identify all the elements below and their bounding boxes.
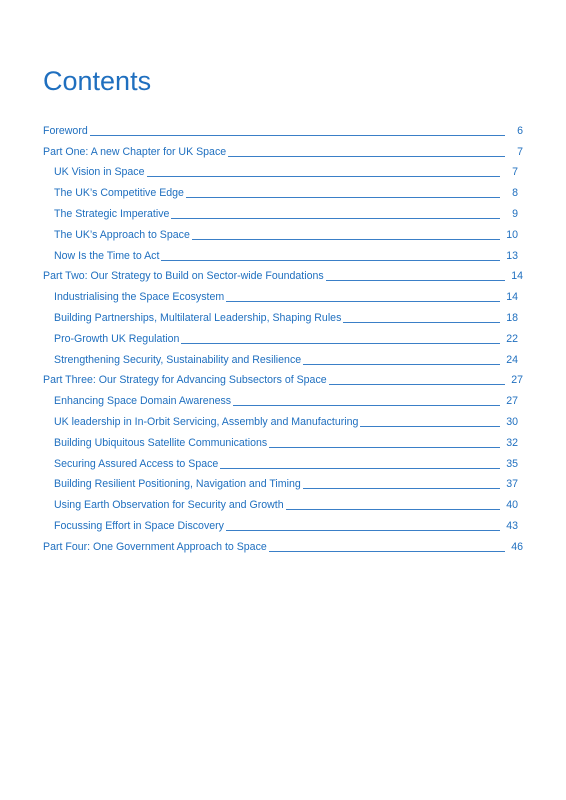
- toc-entry[interactable]: [43, 429, 523, 450]
- toc-entry-page-number: 32: [506, 436, 518, 449]
- toc-entry[interactable]: [43, 325, 523, 346]
- toc-entry[interactable]: [43, 242, 523, 263]
- toc-entry[interactable]: [43, 491, 523, 512]
- toc-entry-page-number: 40: [506, 499, 518, 512]
- toc-entry[interactable]: [43, 200, 523, 221]
- toc-entry-page-number: 9: [512, 207, 518, 220]
- toc-leader-line: [171, 218, 500, 219]
- toc-entry-page-number: 7: [512, 166, 518, 179]
- toc-entry[interactable]: [43, 263, 523, 284]
- toc-entry[interactable]: [43, 408, 523, 429]
- toc-entry-page-number: 13: [506, 249, 518, 262]
- toc-entry-label: The UK’s Approach to Space: [54, 228, 190, 241]
- toc-leader-line: [233, 405, 500, 406]
- toc-leader-line: [90, 135, 505, 136]
- toc-entry[interactable]: [43, 512, 523, 533]
- toc-leader-line: [303, 488, 500, 489]
- toc-leader-line: [161, 260, 500, 261]
- toc-entry-label: Using Earth Observation for Security and Growth: [54, 499, 284, 512]
- toc-leader-line: [286, 509, 500, 510]
- toc-leader-line: [186, 197, 500, 198]
- toc-entry-label: Building Partnerships, Multilateral Leadership, Shaping Rules: [54, 311, 342, 324]
- toc-leader-line: [226, 530, 500, 531]
- toc-entry-label: Pro-Growth UK Regulation: [54, 332, 180, 345]
- toc-entry[interactable]: [43, 138, 523, 159]
- toc-leader-line: [147, 176, 501, 177]
- toc-entry-label: Part One: A new Chapter for UK Space: [43, 145, 227, 158]
- toc-entry-page-number: 6: [517, 124, 523, 137]
- toc-entry-label: The UK’s Competitive Edge: [54, 187, 184, 200]
- toc-entry-label: UK Vision in Space: [54, 166, 145, 179]
- toc-entry-label: Building Ubiquitous Satellite Communications: [54, 436, 268, 449]
- toc-leader-line: [343, 322, 500, 323]
- toc-entry-label: UK leadership in In-Orbit Servicing, Assembly and Manufacturing: [54, 415, 359, 428]
- toc-entry-page-number: 30: [506, 415, 518, 428]
- toc-entry-page-number: 27: [511, 374, 523, 387]
- toc-entry[interactable]: [43, 387, 523, 408]
- toc-leader-line: [226, 301, 500, 302]
- toc-entry-label: The Strategic Imperative: [54, 207, 170, 220]
- table-of-contents: [43, 117, 523, 554]
- toc-entry[interactable]: [43, 179, 523, 200]
- toc-entry-label: Foreword: [43, 124, 88, 137]
- toc-leader-line: [228, 156, 505, 157]
- toc-leader-line: [220, 468, 500, 469]
- toc-entry[interactable]: [43, 450, 523, 471]
- toc-entry-label: Part Three: Our Strategy for Advancing Subsectors of Space: [43, 374, 327, 387]
- toc-entry-page-number: 22: [506, 332, 518, 345]
- toc-entry-page-number: 35: [506, 457, 518, 470]
- toc-leader-line: [181, 343, 500, 344]
- toc-entry-label: Industrialising the Space Ecosystem: [54, 291, 225, 304]
- toc-entry-page-number: 27: [506, 395, 518, 408]
- toc-entry[interactable]: [43, 533, 523, 554]
- toc-leader-line: [269, 447, 500, 448]
- toc-entry-label: Focussing Effort in Space Discovery: [54, 519, 224, 532]
- toc-entry-page-number: 7: [517, 145, 523, 158]
- toc-entry-page-number: 46: [511, 540, 523, 553]
- toc-entry-label: Strengthening Security, Sustainability and Resilience: [54, 353, 302, 366]
- toc-leader-line: [303, 364, 500, 365]
- toc-entry-page-number: 18: [506, 311, 518, 324]
- toc-entry-label: Securing Assured Access to Space: [54, 457, 219, 470]
- toc-entry[interactable]: [43, 304, 523, 325]
- toc-leader-line: [329, 384, 505, 385]
- toc-entry-page-number: 8: [512, 187, 518, 200]
- page-title: Contents: [43, 66, 152, 96]
- toc-entry[interactable]: [43, 117, 523, 138]
- toc-entry-page-number: 43: [506, 519, 518, 532]
- toc-leader-line: [192, 239, 500, 240]
- toc-entry-label: Part Two: Our Strategy to Build on Sector-wide Foundations: [43, 270, 324, 283]
- toc-entry-page-number: 10: [506, 228, 518, 241]
- toc-entry-page-number: 37: [506, 478, 518, 491]
- toc-entry[interactable]: [43, 221, 523, 242]
- toc-entry-label: Part Four: One Government Approach to Space: [43, 540, 267, 553]
- toc-entry[interactable]: [43, 471, 523, 492]
- toc-entry[interactable]: [43, 346, 523, 367]
- toc-entry-label: Enhancing Space Domain Awareness: [54, 395, 232, 408]
- toc-entry-page-number: 14: [506, 291, 518, 304]
- toc-leader-line: [326, 280, 505, 281]
- toc-entry[interactable]: [43, 283, 523, 304]
- toc-entry-page-number: 24: [506, 353, 518, 366]
- toc-leader-line: [269, 551, 505, 552]
- toc-entry-page-number: 14: [511, 270, 523, 283]
- toc-entry-label: Now Is the Time to Act: [54, 249, 160, 262]
- toc-entry-label: Building Resilient Positioning, Navigation and Timing: [54, 478, 301, 491]
- toc-entry[interactable]: [43, 159, 523, 180]
- toc-entry[interactable]: [43, 367, 523, 388]
- toc-leader-line: [360, 426, 500, 427]
